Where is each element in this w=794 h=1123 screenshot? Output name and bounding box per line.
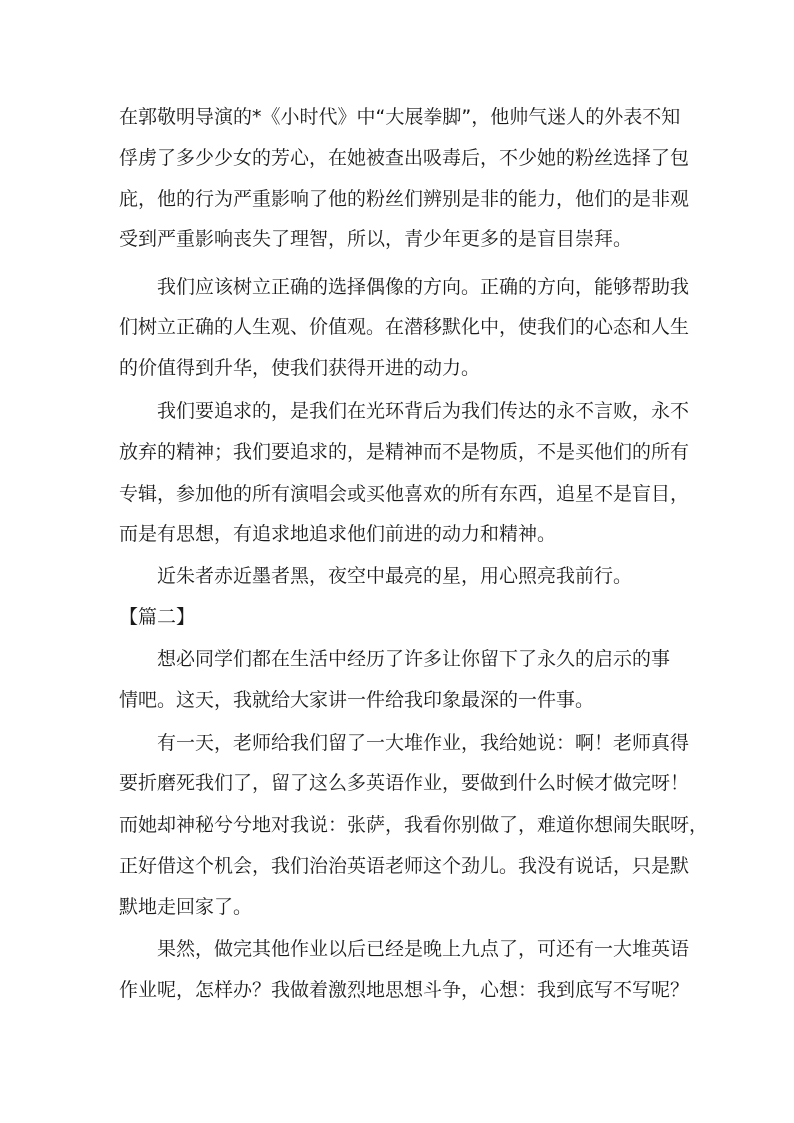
text-line: 们树立正确的人生观、价值观。在潜移默化中，使我们的心态和人生: [119, 316, 690, 338]
text-line: 专辑，参加他的所有演唱会或买他喜欢的所有东西，追星不是盲目，: [119, 483, 690, 505]
text-line: 在郭敬明导演的*《小时代》中“大展拳脚”，他帅气迷人的外表不知: [119, 106, 681, 128]
section-heading: 【篇二】: [119, 606, 196, 628]
text-line: 有一天，老师给我们留了一大堆作业，我给她说：啊！老师真得: [157, 732, 690, 754]
text-line: 情吧。这天，我就给大家讲一件给我印象最深的一件事。: [119, 689, 595, 711]
text-line: 我们应该树立正确的选择偶像的方向。正确的方向，能够帮助我: [157, 276, 690, 298]
text-line: 受到严重影响丧失了理智，所以，青少年更多的是盲目崇拜。: [119, 228, 633, 250]
text-line: 而是有思想，有追求地追求他们前进的动力和精神。: [119, 523, 557, 545]
text-line: 想必同学们都在生活中经历了许多让你留下了永久的启示的事: [157, 648, 671, 670]
text-line: 作业呢，怎样办？我做着激烈地思想斗争，心想：我到底写不写呢？: [119, 979, 690, 1001]
text-line: 放弃的精神；我们要追求的，是精神而不是物质，不是买他们的所有: [119, 441, 690, 463]
text-line: 的价值得到升华，使我们获得开进的动力。: [119, 357, 481, 379]
text-line: 庇，他的行为严重影响了他的粉丝们辨别是非的能力，他们的是非观: [119, 188, 690, 210]
text-line: 要折磨死我们了，留了这么多英语作业，要做到什么时候才做完呀！: [119, 772, 690, 794]
text-line: 默地走回家了。: [119, 896, 253, 918]
text-line: 俘虏了多少少女的芳心，在她被查出吸毒后，不少她的粉丝选择了包: [119, 147, 690, 169]
text-line: 果然，做完其他作业以后已经是晚上九点了，可还有一大堆英语: [157, 938, 690, 960]
text-line: 而她却神秘兮兮地对我说：张萨，我看你别做了，难道你想闹失眠呀，: [119, 814, 709, 836]
text-line: 近朱者赤近墨者黑，夜空中最亮的星，用心照亮我前行。: [157, 565, 633, 587]
text-line: 我们要追求的，是我们在光环背后为我们传达的永不言败，永不: [157, 400, 690, 422]
text-line: 正好借这个机会，我们治治英语老师这个劲儿。我没有说话，只是默: [119, 855, 690, 877]
